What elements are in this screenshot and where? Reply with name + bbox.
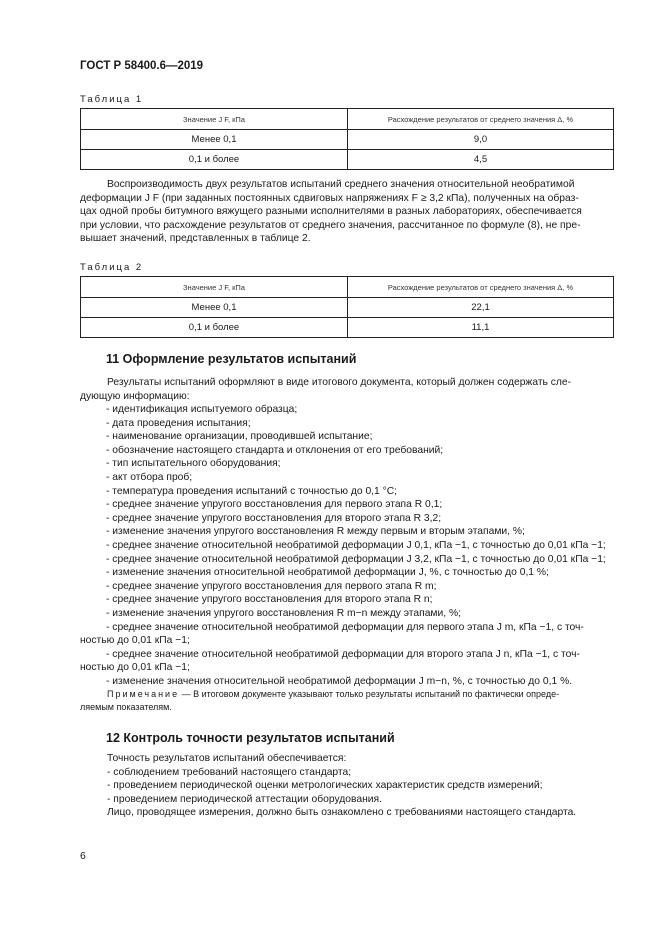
list-item: - идентификация испытуемого образца; [106, 404, 298, 415]
table2-caption: Таблица 2 [80, 262, 144, 273]
text-line: при условии, что расхождение результатов от среднего значения, рассчитанное по формуле (8), не пре- [80, 219, 581, 231]
list-item: - среднее значение упругого восстановления для второго этапа R 3,2; [106, 512, 442, 524]
table1 [80, 108, 614, 170]
list-item: - изменение значения относительной необратимой деформации J, %, с точностью до 0,1 %; [106, 567, 549, 579]
note-label: Примечание [107, 689, 180, 699]
section-11-note [80, 688, 614, 713]
table-cell: 9,0 [348, 130, 614, 150]
section-11-intro [80, 376, 614, 403]
list-item: - среднее значение относительной необратимой деформации J 3,2, кПа −1, с точностью до 0,01 кПа −1; [106, 553, 606, 565]
list-item: - среднее значение относительной необратимой деформации для первого этапа J m, кПа −1, с точ- [106, 621, 584, 633]
text-line: цах одной пробы битумного вяжущего разными исполнителями в разных лабораториях, обеспечивается [80, 206, 582, 218]
table-row [81, 298, 614, 318]
list-item: - среднее значение упругого восстановления для первого этапа R m; [106, 580, 437, 592]
list-item: - обозначение настоящего стандарта и отклонения от его требований; [106, 444, 444, 456]
section-11-list [80, 403, 614, 688]
table1-caption: Таблица 1 [80, 94, 144, 105]
list-item: - изменение значения относительной необратимой деформации J m−n, %, с точностью до 0,1 %. [106, 675, 573, 687]
table1-col1-header: Значение J F, кПа [81, 109, 348, 130]
text-line: вышает значений, представленных в таблице 2. [80, 233, 311, 245]
note-text: ляемым показателям. [80, 701, 172, 712]
list-item: - акт отбора проб; [106, 471, 193, 483]
section-12-title: 12 Контроль точности результатов испытаний [106, 731, 395, 745]
list-item: - среднее значение упругого восстановления для первого этапа R 0,1; [106, 499, 443, 511]
reproducibility-paragraph [80, 178, 614, 246]
table-cell: 4,5 [348, 150, 614, 170]
table-cell: Менее 0,1 [81, 130, 348, 150]
text-line: дующую информацию: [80, 390, 190, 402]
note-text: — В итоговом документе указывают только результаты испытаний по фактически опреде- [179, 689, 560, 699]
table-row [81, 318, 614, 338]
text-line: деформации J F (при заданных постоянных сдвиговых напряжениях F ≥ 3,2 кПа), полученных на образ- [80, 192, 579, 204]
list-item: - температура проведения испытаний с точностью до 0,1 °С; [106, 485, 398, 497]
table2 [80, 276, 614, 338]
list-item: - соблюдением требований настоящего стандарта; [107, 766, 352, 778]
standard-header: ГОСТ Р 58400.6—2019 [80, 60, 204, 72]
section-11-title: 11 Оформление результатов испытаний [106, 352, 357, 366]
text-line: Воспроизводимость двух результатов испытаний среднего значения относительной необратимой [107, 179, 575, 190]
table1-col2-header: Расхождение результатов от среднего значения Δ, % [348, 109, 614, 130]
table-cell: 11,1 [348, 318, 614, 338]
list-item: - проведением периодической оценки метрологических характеристик средств измерений; [107, 780, 543, 792]
table-cell: 0,1 и более [81, 318, 348, 338]
text-line: Точность результатов испытаний обеспечивается: [107, 753, 347, 764]
table-cell: 22,1 [348, 298, 614, 318]
text-line: Лицо, проводящее измерения, должно быть ознакомлено с требованиями настоящего стандарта. [107, 807, 577, 819]
list-item: - проведением периодической аттестации оборудования. [107, 793, 382, 805]
table-cell: 0,1 и более [81, 150, 348, 170]
list-item: - изменение значения упругого восстановления R m−n между этапами, %; [106, 607, 461, 619]
list-item: - изменение значения упругого восстановления R между первым и вторым этапами, %; [106, 526, 525, 538]
list-item: - среднее значение относительной необратимой деформации для второго этапа J n, кПа −1, с точ- [106, 648, 580, 660]
text-line: Результаты испытаний оформляют в виде итогового документа, который должен содержать сле- [107, 377, 572, 388]
section-12-body [80, 752, 614, 820]
table-row [81, 150, 614, 170]
table-row [81, 130, 614, 150]
list-item: - среднее значение упругого восстановления для второго этапа R n; [106, 594, 433, 606]
list-item: - наименование организации, проводившей испытание; [106, 431, 373, 443]
list-item: - дата проведения испытания; [106, 417, 251, 429]
page-number: 6 [80, 850, 86, 862]
list-item-continuation: ностью до 0,01 кПа −1; [80, 662, 190, 674]
list-item: - тип испытательного оборудования; [106, 458, 281, 470]
list-item: - среднее значение относительной необратимой деформации J 0,1, кПа −1, с точностью до 0,01 кПа −1; [106, 539, 606, 551]
table-cell: Менее 0,1 [81, 298, 348, 318]
table2-col2-header: Расхождение результатов от среднего значения Δ, % [348, 277, 614, 298]
list-item-continuation: ностью до 0,01 кПа −1; [80, 635, 190, 647]
table2-col1-header: Значение J F, кПа [81, 277, 348, 298]
